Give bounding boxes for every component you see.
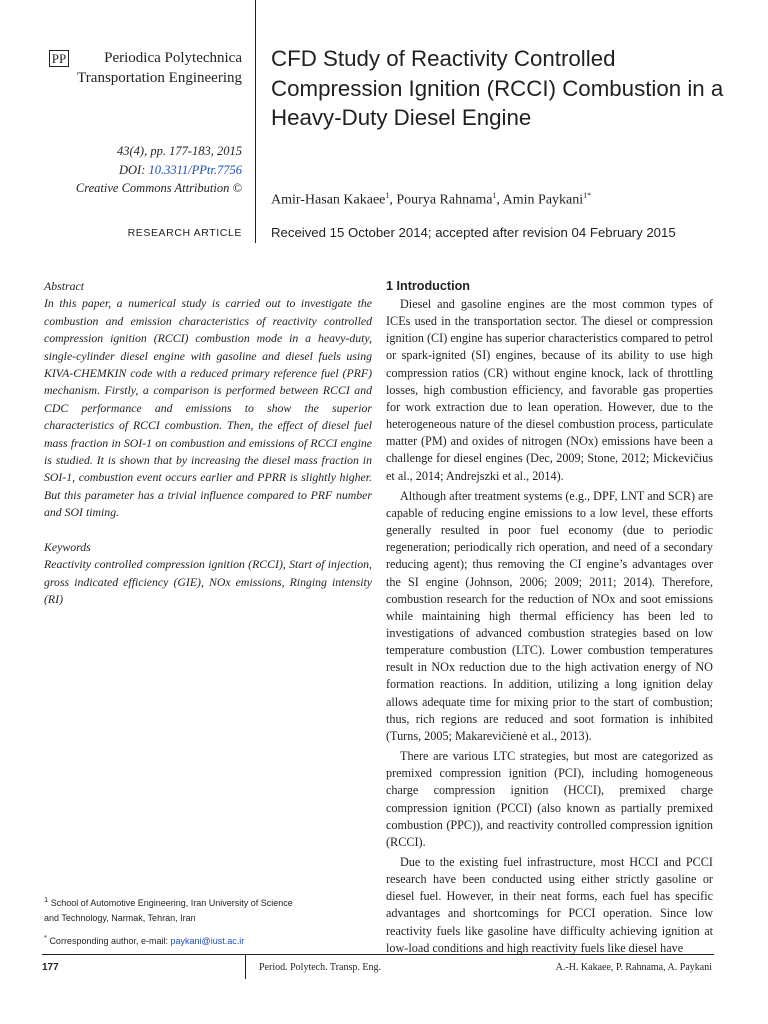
doi-link[interactable]: 10.3311/PPtr.7756 <box>148 162 242 177</box>
author-mark: 1 <box>492 191 497 200</box>
author-mark: 1* <box>583 191 592 200</box>
affiliation-mark: 1 <box>44 895 49 904</box>
affiliation-line2: and Technology, Narmak, Tehran, Iran <box>44 912 196 923</box>
author-name: Amin Paykani <box>502 192 584 208</box>
doi-line <box>40 161 242 180</box>
footer-authors: A.-H. Kakaee, P. Rahnama, A. Paykani <box>555 962 712 973</box>
header-divider <box>255 0 256 243</box>
issue-info: 43(4), pp. 177-183, 2015 <box>117 144 242 158</box>
doi-label: DOI: <box>118 162 146 177</box>
license-text: Creative Commons Attribution © <box>75 181 242 195</box>
abstract-heading: Abstract <box>44 279 84 293</box>
affiliation-footnote <box>44 893 344 911</box>
affiliation-line1: School of Automotive Engineering, Iran University of Science <box>50 898 293 908</box>
body-paragraph: Due to the existing fuel infrastructure, most HCCI and PCCI research have been conducted using either strictly gasoline or diesel fuel. However, in their neat forms, each fuel has specific advantages and shortcomings for PCCI operation. Since low reactivity fuels like gasoline have difficulty achieving ignition at low-load conditions and high reactivity fuels like diesel have <box>386 855 713 955</box>
journal-name-line1: Periodica Polytechnica <box>104 50 242 66</box>
author-name: Amir-Hasan Kakaee <box>271 192 386 208</box>
corresponding-label: Corresponding author, e-mail: <box>49 936 169 946</box>
abstract-section <box>44 278 372 608</box>
received-dates: Received 15 October 2014; accepted after revision 04 February 2015 <box>271 225 676 240</box>
keywords-text: Reactivity controlled compression ignition (RCCI), Start of injection, gross indicated efficiency (GIE), NOx emissions, Ringing intensity (RI) <box>44 557 372 606</box>
journal-name <box>50 48 242 88</box>
author-name: Pourya Rahnama <box>396 192 493 208</box>
article-meta <box>40 142 242 198</box>
footnotes <box>44 893 344 949</box>
paper-title: CFD Study of Reactivity Controlled Compression Ignition (RCCI) Combustion in a Heavy-Duty Diesel Engine <box>271 46 724 130</box>
introduction-section <box>386 278 713 960</box>
footer-journal: Period. Polytech. Transp. Eng. <box>259 962 381 973</box>
corresponding-email-link[interactable]: paykani@iust.ac.ir <box>170 936 245 946</box>
footer-divider <box>245 954 246 979</box>
corresponding-mark: * <box>44 933 47 942</box>
abstract-text: In this paper, a numerical study is carried out to investigate the combustion and emission characteristics of reactivity controlled compression ignition (RCCI) combustion mode in a heavy-duty, single-cylinder diesel engine with gasoline and diesel fuels using KIVA-CHEMKIN code with a reduced primary reference fuel (PRF) mechanism. Firstly, a comparison is performed between RCCI and CDC performance and emissions to show the superior characteristics of RCCI combustion. Then, the effect of diesel fuel mass fraction in SOI-1 on combustion and emissions of RCCI engine is studied. It is shown that by increasing the diesel mass fraction in SOI-1, combustion event occurs earlier and PPRR is slightly higher. But this parameter has a trivial influence compared to PRF number and SOI timing. <box>44 296 372 520</box>
body-paragraph: There are various LTC strategies, but most are categorized as premixed compression ignition (PCI), including homogeneous charge compression ignition (HCCI), premixed charge compression ignition (PCCI) (also known as partially premixed combustion (PPC)), and reactivity controlled compression ignition (RCCI). <box>386 749 713 849</box>
section-heading: 1 Introduction <box>386 279 470 293</box>
journal-name-line2: Transportation Engineering <box>77 70 242 86</box>
svg-text:PP: PP <box>51 51 67 66</box>
keywords-heading: Keywords <box>44 539 91 554</box>
body-paragraph: Although after treatment systems (e.g., DPF, LNT and SCR) are capable of reducing engine emissions to a low level, these efforts generally resulted in poor fuel economy (due to periodic regeneration; periodically rich operation, and need of a secondary reducing agent); thus removing the CI engine’s advantages over the SI engine (Johnson, 2006; 2009; 2011; 2014). Therefore, combustion research for the reduction of NOx and soot emissions while maintaining high thermal efficiency has been led to investigations of advanced combustion strategies based on low temperature combustion (LTC). Lower combustion temperatures result in NOx reduction due to the high activation energy of NO formation reactions. In addition, utilizing a long ignition delay allows adequate time for mixing prior to the start of combustion; thus, rich regions are reduced and soot formation is inhibited (Turns, 2005; Makarevičienė et al., 2013). <box>386 488 713 743</box>
author-list: Amir-Hasan Kakaee$^1$, Pourya Rahnama$^1$, Amin Paykani$^{1*}$ <box>271 191 592 208</box>
article-type: RESEARCH ARTICLE <box>127 227 242 239</box>
body-paragraph: Diesel and gasoline engines are the most common types of ICEs used in the transportation sector. The diesel or compression ignition (CI) engine has superior characteristics compared to petrol or spark-ignited (SI) engines, because of its ability to use high compression ratios (CR) without engine knock, lack of throttling losses, high combustion efficiency, and favorable gas properties for work extraction due to lean operation. However, due to the heterogeneous nature of the diesel combustion process, particulate matter (PM) and oxides of nitrogen (NOx) emissions have been a challenge for diesel engines (Dec, 2009; Stone, 2012; Mickevičius et al., 2014; Andrejszki et al., 2014). <box>386 297 713 483</box>
author-mark: 1 <box>385 191 390 200</box>
corresponding-footnote <box>44 931 344 949</box>
page-number: 177 <box>42 962 59 973</box>
